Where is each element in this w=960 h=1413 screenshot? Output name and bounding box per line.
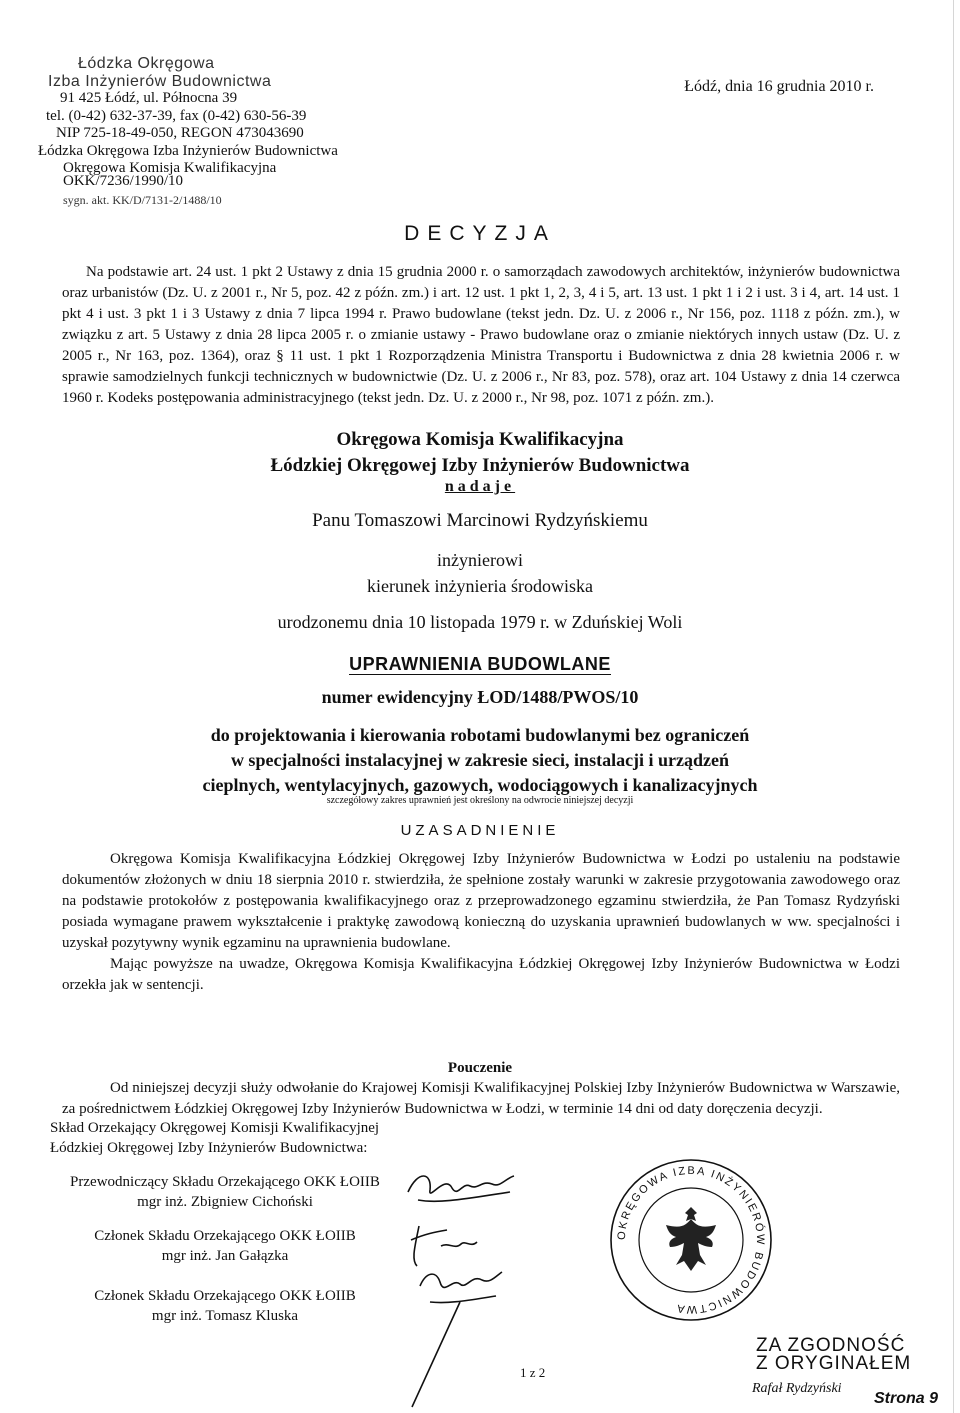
instruction-body bbox=[62, 1078, 900, 1120]
instruction-heading: Pouczenie bbox=[447, 1060, 513, 1076]
commission-name: Okręgowa Komisja Kwalifikacyjna bbox=[63, 160, 277, 176]
page-counter: 1 z 2 bbox=[520, 1365, 546, 1380]
justification-paragraph-2: Mając powyższe na uwadze, Okręgowa Komisja Kwalifikacyjna Łódzkiej Okręgowej Izby Inżynierów Budownictwa w Łodzi orzekła jak w sentencji. bbox=[62, 956, 900, 993]
instruction-text: Od niniejszej decyzji służy odwołanie do Krajowej Komisji Kwalifikacyjnej Polskiej Izby Inżynierów Budownictwa w Warszawie, za pośrednictwem Łódzkiej Okręgowej Izby Inżynierów Budownictwa w Łodzi, w terminie 14 dni od daty doręczenia decyzji. bbox=[62, 1080, 900, 1117]
certification-line-2: Z ORYGINAŁEM bbox=[756, 1353, 912, 1374]
member-role: Członek Składu Orzekającego OKK ŁOIIB bbox=[94, 1288, 356, 1304]
certification-line-1: ZA ZGODNOŚĆ bbox=[756, 1335, 906, 1356]
panel-heading-line-2: Łódzkiej Okręgowej Izby Inżynierów Budownictwa: bbox=[50, 1140, 368, 1156]
scope-line-3: cieplnych, wentylacyjnych, gazowych, wodociągowych i kanalizacyjnych bbox=[202, 775, 758, 795]
recipient-field: kierunek inżynieria środowiska bbox=[367, 576, 593, 596]
phones: tel. (0-42) 632-37-39, fax (0-42) 630-56-39 bbox=[46, 107, 307, 124]
legal-basis-text: Na podstawie art. 24 ust. 1 pkt 2 Ustawy z dnia 15 grudnia 2000 r. o samorządach zawodowych architektów, inżynierów budownictwa oraz urbanistów (Dz. U. z 2001 r., Nr 5, poz. 42 z późn. zm.) i art. 12 ust. 1 pkt 1, 2, 3, 4 i 5, art. 13 ust. 1 pkt 1 i 2 i ust. 3 i 4, art. 14 ust. 1 pkt 4 i ust. 3 pkt 1 i 3 Ustawy z dnia 7 lipca 1994 r. Prawo budowlane (tekst jedn. Dz. U. z 2006 r., Nr 156, poz. 1118 z późn. zm.), w związku z art. 5 Ustawy z dnia 28 lipca 2005 r. o zmianie ustawy - Prawo budowlane oraz o zmianie niektórych innych ustaw (Dz. U. z 2005 r., Nr 163, poz. 1364), oraz § 11 ust. 1 pkt 1 Rozporządzenia Ministra Transportu i Budownictwa z dnia 28 kwietnia 2006 r. w sprawie samodzielnych funkcji technicznych w budownictwie (Dz. U. z 2006 r., Nr 83, poz. 578), oraz art. 104 Ustawy z dnia 14 czerwca 1960 r. Kodeks postępowania administracyjnego (tekst jedn. Dz. U. z 2000 r., Nr 98, poz. 1071 z późn. zm.). bbox=[62, 264, 900, 406]
stamp-line-1: Łódzka Okręgowa bbox=[78, 55, 215, 72]
permit-scope bbox=[0, 723, 960, 798]
reference-number: OKK/7236/1990/10 bbox=[63, 173, 183, 189]
member-role: Przewodniczący Składu Orzekającego OKK ŁOIIB bbox=[70, 1174, 380, 1190]
stamp-line-2: Izba Inżynierów Budownictwa bbox=[48, 72, 272, 90]
official-seal bbox=[606, 1155, 776, 1325]
signature-chair bbox=[400, 1162, 520, 1212]
seal-graphic bbox=[606, 1155, 776, 1325]
recipient-profession bbox=[0, 547, 960, 599]
scope-line-2: w specjalności instalacyjnej w zakresie sieci, instalacji i urządzeń bbox=[230, 750, 730, 770]
panel-member-2 bbox=[60, 1226, 390, 1266]
eagle-icon bbox=[666, 1207, 716, 1271]
document-title: DECYZJA bbox=[404, 222, 556, 245]
certification-signature: Rafał Rydzyński bbox=[752, 1381, 842, 1396]
issuer-block bbox=[0, 427, 960, 479]
justification-body bbox=[62, 849, 900, 996]
scope-line-1: do projektowania i kierowania robotami budowlanymi bez ograniczeń bbox=[210, 725, 750, 745]
permit-heading-text: UPRAWNIENIA BUDOWLANE bbox=[349, 654, 611, 674]
grants-word: nadaje bbox=[444, 478, 516, 495]
panel-heading bbox=[50, 1118, 379, 1158]
member-role: Członek Składu Orzekającego OKK ŁOIIB bbox=[94, 1228, 356, 1244]
recipient-title: inżynierowi bbox=[437, 550, 523, 570]
recipient-birth: urodzonemu dnia 10 listopada 1979 r. w Zduńskiej Woli bbox=[277, 612, 683, 632]
address: 91 425 Łódź, ul. Północna 39 bbox=[60, 90, 238, 106]
member-name: mgr inż. Tomasz Kluska bbox=[151, 1308, 299, 1324]
permit-number: numer ewidencyjny ŁOD/1488/PWOS/10 bbox=[321, 687, 639, 707]
certification-stamp bbox=[756, 1337, 911, 1373]
recipient-name: Panu Tomaszowi Marcinowi Rydzyńskiemu bbox=[312, 510, 648, 531]
panel-member-3 bbox=[60, 1286, 390, 1326]
file-signature: sygn. akt. KK/D/7131-2/1488/10 bbox=[63, 193, 222, 207]
permit-heading bbox=[0, 654, 960, 675]
signature-member-3 bbox=[400, 1262, 510, 1412]
panel-member-chair bbox=[60, 1172, 390, 1212]
member-name: mgr inż. Jan Gałązka bbox=[161, 1248, 289, 1264]
issuer-header bbox=[38, 55, 458, 178]
issuer-line-1: Okręgowa Komisja Kwalifikacyjna bbox=[336, 429, 624, 450]
tax-ids: NIP 725-18-49-050, REGON 473043690 bbox=[56, 125, 304, 141]
panel-heading-line-1: Skład Orzekający Okręgowej Komisji Kwalifikacyjnej bbox=[50, 1120, 380, 1136]
scope-detail-note: szczegółowy zakres uprawnień jest określony na odwrocie niniejszej decyzji bbox=[326, 795, 634, 806]
justification-paragraph-1: Okręgowa Komisja Kwalifikacyjna Łódzkiej Okręgowej Izby Inżynierów Budownictwa w Łodzi po ustaleniu na podstawie dokumentów złożonych w dniu 18 sierpnia 2010 r. stwierdziła, że spełnione zostały warunki w zakresie przygotowania zawodowego oraz na podstawie protokołów z postępowania kwalifikacyjnego oraz z przeprowadzonego egzaminu stwierdziła, że Pan Tomasz Rydzyński posiada wymagane prawem wykształcenie i praktykę zawodową konieczną do uzyskania uprawnień budowlanych w ww. specjalności i uzyskał pozytywny wynik egzaminu na uprawnienia budowlane. bbox=[62, 851, 900, 951]
org-full-name: Łódzka Okręgowa Izba Inżynierów Budownictwa bbox=[38, 142, 338, 159]
page-label: Strona 9 bbox=[873, 1390, 938, 1407]
issuer-line-2: Łódzkiej Okręgowej Izby Inżynierów Budownictwa bbox=[270, 455, 690, 476]
seal-text: OKRĘGOWA IZBA INŻYNIERÓW BUDOWNICTWA bbox=[615, 1164, 767, 1316]
legal-basis bbox=[62, 262, 900, 409]
document-date: Łódź, dnia 16 grudnia 2010 r. bbox=[684, 78, 874, 95]
member-name: mgr inż. Zbigniew Cichoński bbox=[137, 1194, 313, 1210]
justification-heading: UZASADNIENIE bbox=[400, 822, 560, 839]
